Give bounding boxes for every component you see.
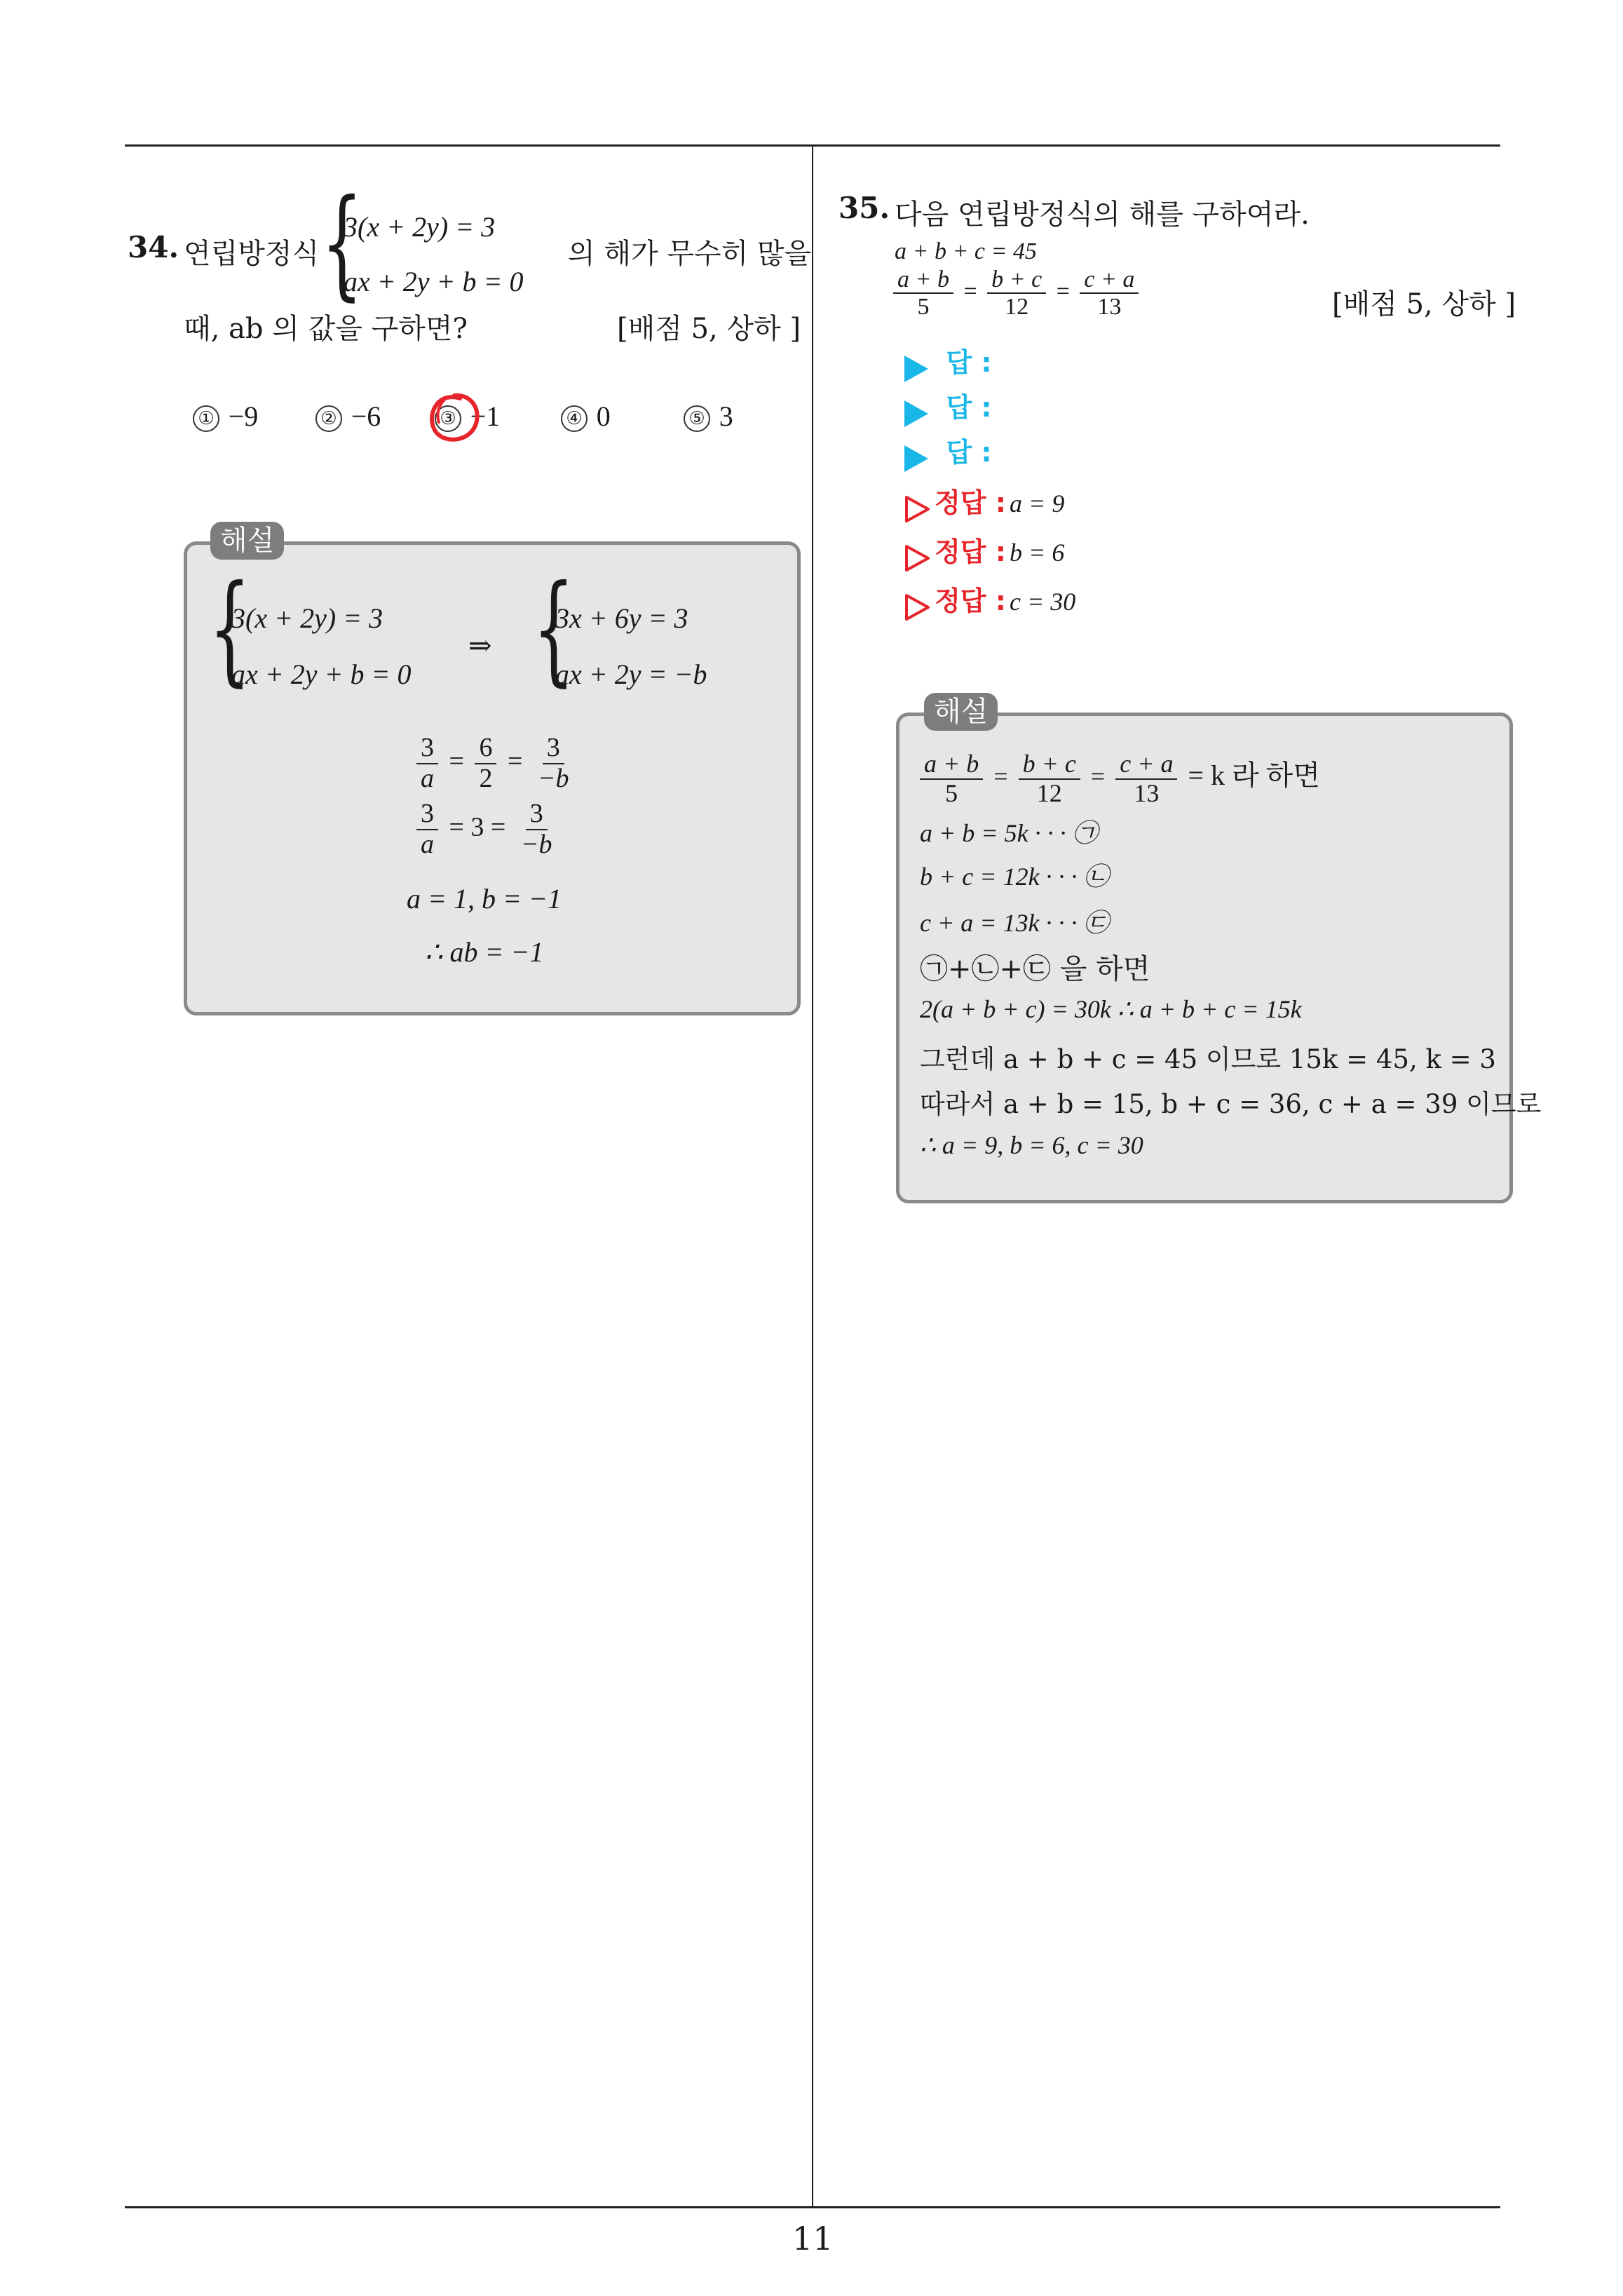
solution-left-eq2: ax + 2y + b = 0 (231, 659, 412, 690)
choice-2[interactable]: ② −6 (315, 400, 381, 433)
question-line-2: 때, ab 의 값을 구하면? (184, 313, 468, 345)
solution-line-3: c + a = 13k · · · ㉢ (920, 909, 1109, 937)
choice-3[interactable]: ③ −1 (435, 400, 500, 433)
ratio-equation-1: $\frac{3}{a}$ = $\frac{6}{2}$ = $\frac{3}{-b}$ (412, 734, 578, 794)
solution-line-8: ∴ a = 9, b = 6, c = 30 (920, 1131, 1143, 1159)
solution-line-2: b + c = 12k · · · ㉡ (920, 863, 1109, 891)
equation-2: ax + 2y + b = 0 (344, 266, 524, 297)
outline-arrow-icon (904, 593, 931, 621)
bottom-rule (125, 2206, 1500, 2208)
solution-tab: 해설 (924, 693, 998, 731)
column-divider (812, 144, 813, 2206)
answer-slot-1[interactable]: 답 : (904, 341, 992, 382)
solution-left-eq1: 3(x + 2y) = 3 (231, 602, 383, 634)
question-number: 35. (838, 191, 890, 225)
implies-arrow: ⇒ (468, 630, 492, 662)
correct-answer-2: 정답 : b = 6 (904, 530, 1064, 572)
answer-slot-2[interactable]: 답 : (904, 386, 992, 427)
play-arrow-icon (904, 445, 928, 472)
choice-mark: ① (193, 405, 219, 432)
choice-mark: ④ (561, 405, 588, 432)
outline-arrow-icon (904, 495, 931, 523)
score-label: [배점 5, 상하 ] (1332, 288, 1516, 320)
correct-answer-3: 정답 : c = 30 (904, 579, 1075, 621)
choice-5[interactable]: ⑤ 3 (684, 400, 733, 433)
outline-arrow-icon (904, 544, 931, 572)
question-number: 34. (128, 230, 179, 264)
play-arrow-icon (904, 400, 928, 427)
question-suffix: 의 해가 무수히 많을 (568, 238, 812, 270)
selected-answer-scribble-icon (426, 390, 482, 446)
equation-1: 3(x + 2y) = 3 (344, 211, 496, 243)
choice-1[interactable]: ① −9 (193, 400, 258, 433)
solution-line-5: 2(a + b + c) = 30k ∴ a + b + c = 15k (920, 995, 1302, 1023)
question-prefix: 연립방정식 (184, 238, 320, 270)
solution-tab: 해설 (210, 522, 284, 560)
solution-right-eq2: ax + 2y = −b (555, 659, 707, 690)
solution-head: $\frac{a + b}{5}$ = $\frac{b + c}{12}$ = $\frac{c + a}{13}$ = k 라 하면 (916, 750, 1320, 807)
system-eq1: a + b + c = 45 (895, 238, 1037, 264)
solution-line-4: ㉠+㉡+㉢ 을 하면 (920, 953, 1150, 985)
choice-mark: ③ (435, 405, 461, 432)
solution-line-7: 따라서 a + b = 15, b + c = 36, c + a = 39 이므로 (920, 1089, 1542, 1119)
solution-left-brace: { (209, 560, 251, 698)
solution-line-1: a + b = 5k · · · ㉠ (920, 819, 1098, 847)
solution-line-6: 그런데 a + b + c = 45 이므로 15k = 45, k = 3 (920, 1044, 1496, 1074)
question-prompt: 다음 연립방정식의 해를 구하여라. (895, 198, 1310, 231)
system-eq2: $\frac{a + b}{5}$ = $\frac{b + c}{12}$ = $\frac{c + a}{13}$ (889, 266, 1143, 320)
correct-answer-1: 정답 : a = 9 (904, 481, 1064, 523)
ratio-equation-2: $\frac{3}{a}$ = 3 = $\frac{3}{-b}$ (412, 799, 561, 860)
choice-4[interactable]: ④ 0 (561, 400, 611, 433)
solution-result-2: ∴ ab = −1 (425, 936, 544, 968)
solution-result-1: a = 1, b = −1 (407, 883, 562, 914)
play-arrow-icon (904, 356, 928, 382)
solution-right-brace: { (533, 560, 575, 698)
answer-slot-3[interactable]: 답 : (904, 431, 992, 472)
score-label: [배점 5, 상하 ] (617, 313, 801, 345)
choice-mark: ② (315, 405, 342, 432)
solution-right-eq1: 3x + 6y = 3 (555, 602, 688, 634)
choice-mark: ⑤ (684, 405, 710, 432)
page-number: 11 (792, 2220, 834, 2257)
system-brace: { (321, 174, 363, 313)
